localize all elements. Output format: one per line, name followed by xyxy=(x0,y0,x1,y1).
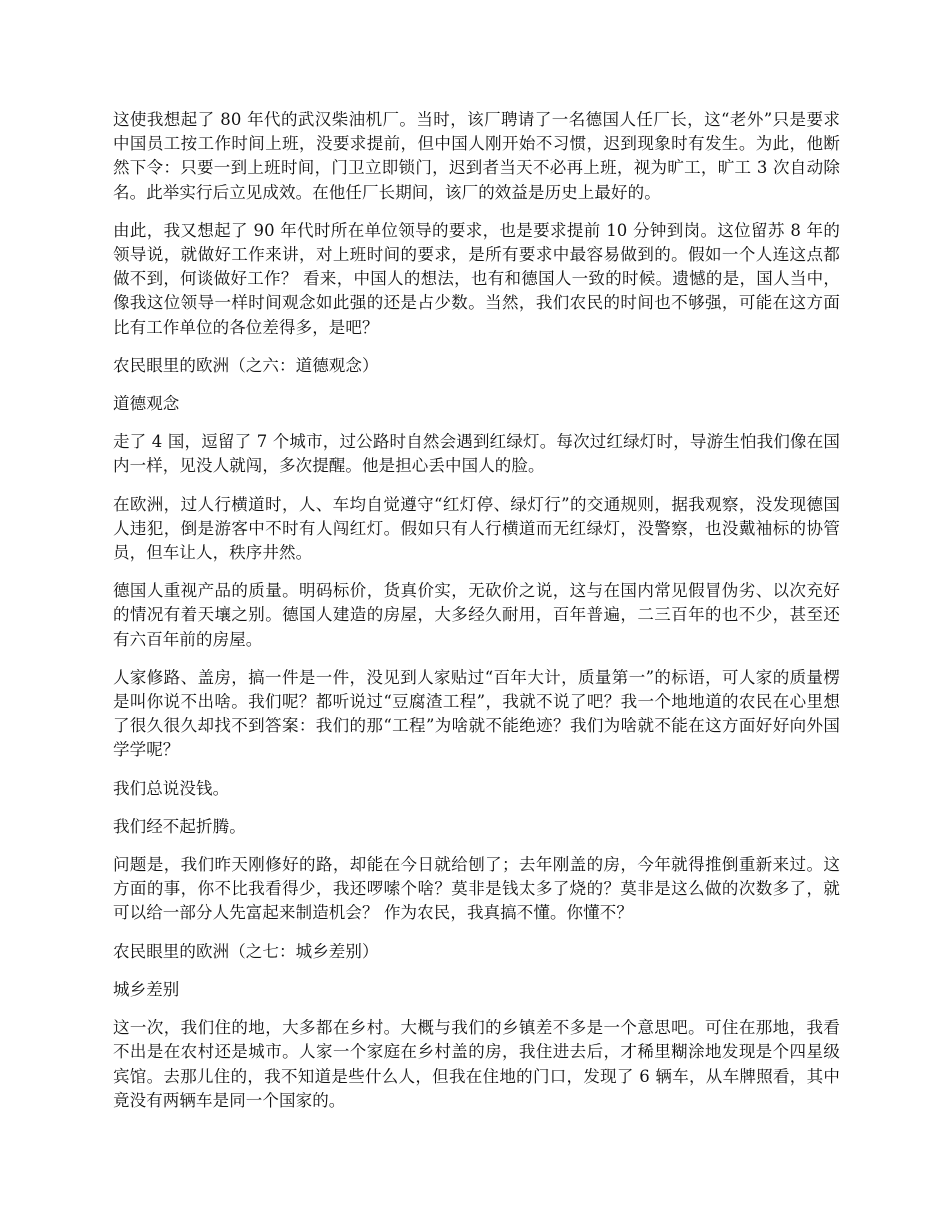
paragraph-crosswalk-rules: 在欧洲，过人行横道时，人、车均自觉遵守“红灯停、绿灯行”的交通规则，据我观察，没发现德国人违犯，倒是游客中不时有人闯红灯。假如只有人行横道而无红绿灯，没警察，也没戴袖标的协管员，但车让人，秩序井然。 xyxy=(113,494,840,563)
paragraph-wuhan-diesel-factory: 这使我想起了 80 年代的武汉柴油机厂。当时，该厂聘请了一名德国人任厂长，这“老外”只是要求中国员工按工作时间上班，没要求提前，但中国人刚开始不习惯，迟到现象时有发生。为此，他断然下令：只要一到上班时间，门卫立即锁门，迟到者当天不必再上班，视为旷工，旷工 3 次自动除名。此举实行后立见成效。在他任厂长期间，该厂的效益是历史上最好的。 xyxy=(113,110,840,202)
paragraph-no-money: 我们总说没钱。 xyxy=(113,778,230,798)
paragraph-no-tossing: 我们经不起折腾。 xyxy=(113,816,246,836)
paragraph-construction-quality: 人家修路、盖房，搞一件是一件，没见到人家贴过“百年大计，质量第一”的标语，可人家的质量楞是叫你说不出啥。我们呢？都听说过“豆腐渣工程”，我就不说了吧？我一个地地道的农民在心里想了很久很久却找不到答案：我们的那“工程”为啥就不能绝迹？我们为啥就不能在这方面好好向外国学学呢？ xyxy=(113,667,840,760)
paragraph-product-quality: 德国人重视产品的质量。明码标价，货真价实，无砍价之说，这与在国内常见假冒伪劣、以次充好的情况有着天壤之别。德国人建造的房屋，大多经久耐用，百年普遍，二三百年的也不少，甚至还有六百年前的房屋。 xyxy=(113,581,840,649)
paragraph-leader-punctuality: 由此，我又想起了 90 年代时所在单位领导的要求，也是要求提前 10 分钟到岗。这位留苏 8 年的领导说，就做好工作来讲，对上班时间的要求，是所有要求中最容易做到的。假如一个人连这点都做不到，何谈做好工作？ 看来，中国人的想法，也有和德国人一致的时候。遗憾的是，国人当中，像我这位领导一样时间观念如此强的还是占少数。当然，我们农民的时间也不够强，可能在这方面比有工作单位的各位差得多，是吧？ xyxy=(113,220,840,337)
section-title-urban-rural: 农民眼里的欧洲（之七：城乡差别） xyxy=(113,941,379,961)
document-page xyxy=(113,108,840,1127)
section-heading-moral-concepts: 道德观念 xyxy=(113,394,180,414)
paragraph-traffic-lights: 走了 4 国，逗留了 7 个城市，过公路时自然会遇到红绿灯。每次过红绿灯时，导游生怕我们像在国内一样，见没人就闯，多次提醒。他是担心丢中国人的脸。 xyxy=(113,432,840,476)
section-heading-urban-rural: 城乡差别 xyxy=(113,979,180,999)
section-title-moral-concepts: 农民眼里的欧洲（之六：道德观念） xyxy=(113,355,379,375)
paragraph-rebuilding-question: 问题是，我们昨天刚修好的路，却能在今日就给刨了；去年刚盖的房，今年就得推倒重新来过。这方面的事，你不比我看得少，我还啰嗦个啥？莫非是钱太多了烧的？莫非是这么做的次数多了，就可以给一部分人先富起来制造机会？ 作为农民，我真搞不懂。你懂不？ xyxy=(113,855,840,923)
paragraph-village-hotel: 这一次，我们住的地，大多都在乡村。大概与我们的乡镇差不多是一个意思吧。可住在那地，我看不出是在农村还是城市。人家一个家庭在乡村盖的房，我住进去后，才稀里糊涂地发现是个四星级宾馆。去那儿住的，我不知道是些什么人，但我在住地的门口，发现了 6 辆车，从车牌照看，其中竟没有两辆车是同一个国家的。 xyxy=(113,1018,840,1110)
